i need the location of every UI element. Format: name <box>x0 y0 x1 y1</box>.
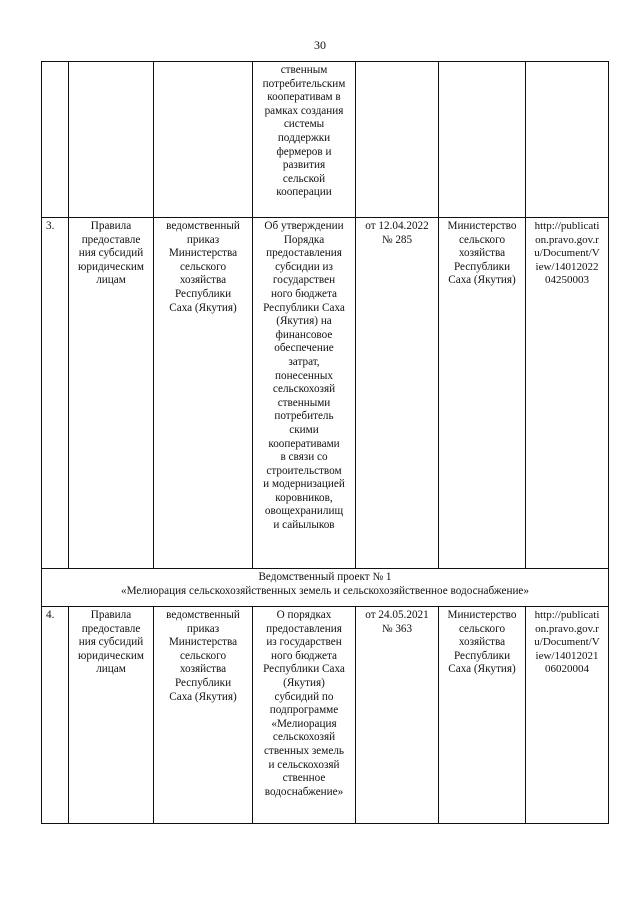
agency-cell: Министерство сельского хозяйства Республики Саха (Якутия) <box>439 218 526 569</box>
agency-cell <box>439 62 526 218</box>
act-name-cell: О порядках предоставления из государствен ного бюджета Республики Саха (Якутия) субсидий по подпрограмме «Мелиорация сельскохозяй ственных земель и сельскохозяй ственное водоснабжение» <box>253 607 356 824</box>
regulations-table <box>41 61 609 824</box>
table-row <box>42 62 609 218</box>
date-number-cell: от 24.05.2021 № 363 <box>356 607 439 824</box>
table-row <box>42 218 609 569</box>
page-number: 30 <box>314 38 326 52</box>
agency-cell: Министерство сельского хозяйства Республики Саха (Якутия) <box>439 607 526 824</box>
section-header-cell <box>42 569 609 607</box>
table-row <box>42 607 609 824</box>
section-row <box>42 569 609 607</box>
url-cell: http://publicati on.pravo.gov.r u/Document/V iew/14012021 06020004 <box>526 607 609 824</box>
row-number-cell <box>42 62 69 218</box>
section-title: Ведомственный проект № 1 «Мелиорация сельскохозяйственных земель и сельскохозяйственное водоснабжение» <box>121 571 529 597</box>
title-cell: Правила предоставле ния субсидий юридическим лицам <box>69 607 154 824</box>
url-cell: http://publicati on.pravo.gov.r u/Document/V iew/14012022 04250003 <box>526 218 609 569</box>
row-number-cell: 4. <box>42 607 69 824</box>
act-type-cell: ведомственный приказ Министерства сельского хозяйства Республики Саха (Якутия) <box>154 607 253 824</box>
title-cell: Правила предоставле ния субсидий юридическим лицам <box>69 218 154 569</box>
row-number-cell: 3. <box>42 218 69 569</box>
act-type-cell: ведомственный приказ Министерства сельского хозяйства Республики Саха (Якутия) <box>154 218 253 569</box>
date-number-cell: от 12.04.2022 № 285 <box>356 218 439 569</box>
act-name-cell: Об утверждении Порядка предоставления субсидии из государствен ного бюджета Республики Саха (Якутия) на финансовое обеспечение затрат, понесенных сельскохозяй ственными потребитель скими кооперативами в связи со строительством и модернизацией коровников, овощехранилищ и сайылыков <box>253 218 356 569</box>
act-name-cell: ственным потребительским кооперативам в рамках создания системы поддержки фермеров и развития сельской кооперации <box>253 62 356 218</box>
date-number-cell <box>356 62 439 218</box>
act-type-cell <box>154 62 253 218</box>
url-cell <box>526 62 609 218</box>
title-cell <box>69 62 154 218</box>
